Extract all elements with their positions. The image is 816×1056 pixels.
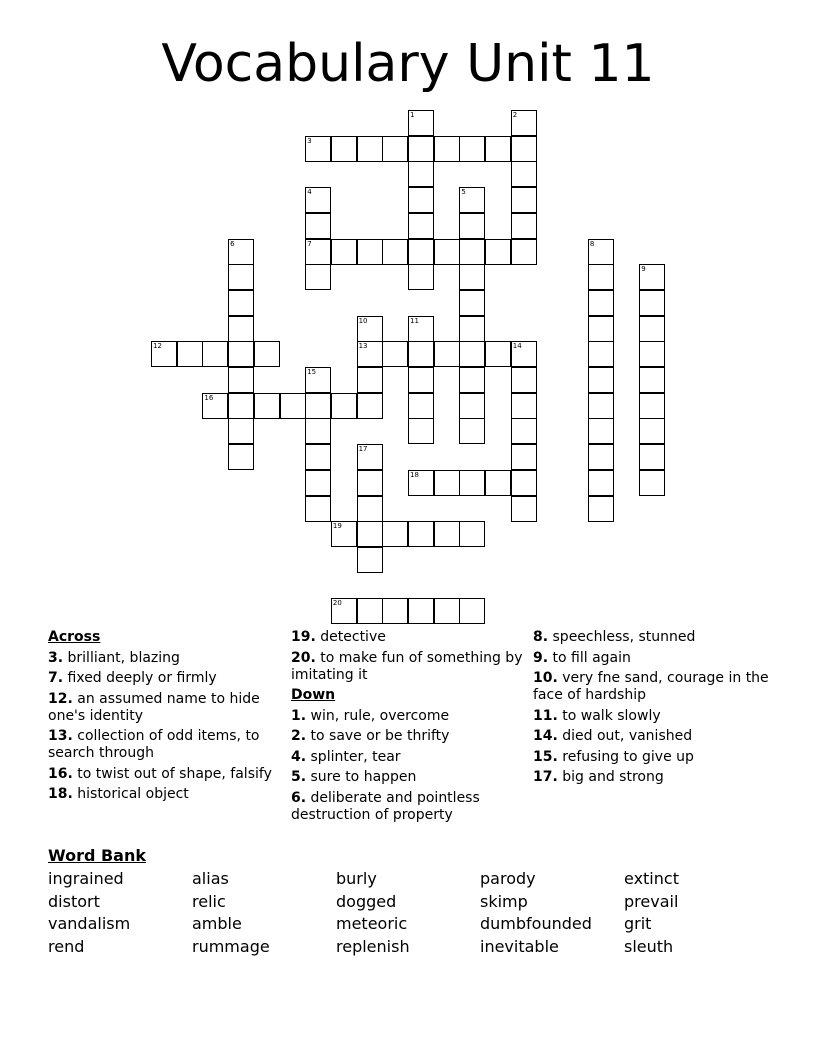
across-clue xyxy=(48,670,284,687)
across-clue xyxy=(48,786,284,803)
across-clue xyxy=(48,728,284,762)
word-bank-item: dogged xyxy=(336,891,397,911)
grid-cell[interactable] xyxy=(357,444,383,470)
grid-cell[interactable] xyxy=(459,598,485,624)
clue-number-label: 14. xyxy=(533,728,558,744)
grid-cell[interactable] xyxy=(459,418,485,444)
grid-cell[interactable] xyxy=(228,239,254,265)
grid-cell[interactable] xyxy=(459,264,485,290)
grid-cell[interactable] xyxy=(588,418,614,444)
grid-cell[interactable] xyxy=(228,393,254,419)
word-bank-item: alias xyxy=(192,869,229,888)
clue-number: 3 xyxy=(307,136,312,145)
grid-cell[interactable] xyxy=(357,496,383,522)
grid-cell[interactable] xyxy=(331,598,357,624)
clue-number: 7 xyxy=(307,239,312,248)
grid-cell[interactable] xyxy=(357,598,383,624)
clue-number-label: 11. xyxy=(533,707,558,724)
grid-cell[interactable] xyxy=(588,393,614,419)
grid-cell[interactable] xyxy=(459,290,485,316)
clue-number-label: 2. xyxy=(291,728,307,744)
word-bank-item: dumbfounded xyxy=(480,914,592,934)
across-heading: Across xyxy=(48,629,101,645)
word-bank-item: relic xyxy=(192,891,226,911)
clue-text: brilliant, blazing xyxy=(67,649,180,666)
word-bank-item: ingrained xyxy=(48,869,124,888)
grid-cell[interactable] xyxy=(228,341,254,367)
grid-cell[interactable] xyxy=(588,367,614,393)
clue-number: 18 xyxy=(410,470,419,479)
clue-number-label: 18. xyxy=(48,786,73,802)
grid-cell[interactable] xyxy=(485,239,511,265)
clues-column-2 xyxy=(291,629,527,827)
grid-cell[interactable] xyxy=(305,444,331,470)
grid-cell[interactable] xyxy=(588,239,614,265)
grid-cell[interactable] xyxy=(408,470,434,496)
down-clue xyxy=(291,769,527,786)
clue-number: 1 xyxy=(410,111,415,119)
grid-cell[interactable] xyxy=(588,444,614,470)
clues-column-3 xyxy=(533,629,769,790)
down-clue xyxy=(291,749,527,766)
clue-number: 11 xyxy=(410,316,419,325)
clue-text: refusing to give up xyxy=(562,748,694,765)
grid-cell[interactable] xyxy=(459,239,485,265)
grid-cell[interactable] xyxy=(408,136,434,162)
clue-number: 4 xyxy=(307,188,312,197)
grid-cell[interactable] xyxy=(408,598,434,624)
grid-cell[interactable] xyxy=(305,213,331,239)
grid-cell[interactable] xyxy=(434,341,460,367)
clue-number-label: 9. xyxy=(533,649,549,666)
grid-cell[interactable] xyxy=(485,136,511,162)
grid-cell[interactable] xyxy=(382,598,408,624)
grid-cell[interactable] xyxy=(459,187,485,213)
clue-number: 14 xyxy=(512,342,522,351)
grid-cell[interactable] xyxy=(382,239,408,265)
grid-cell[interactable] xyxy=(588,341,614,367)
down-clue xyxy=(291,708,527,725)
word-bank-item: rend xyxy=(48,936,85,956)
grid-cell[interactable] xyxy=(511,213,537,239)
grid-cell[interactable] xyxy=(408,316,434,342)
clue-number: 19 xyxy=(332,522,342,531)
clue-number: 8 xyxy=(589,239,595,248)
grid-cell[interactable] xyxy=(639,341,665,367)
clue-text: died out, vanished xyxy=(562,728,693,744)
down-clue xyxy=(291,728,527,745)
grid-cell[interactable] xyxy=(511,470,537,496)
grid-cell[interactable] xyxy=(408,239,434,265)
grid-cell[interactable] xyxy=(511,187,537,213)
grid-cell[interactable] xyxy=(485,470,511,496)
grid-cell[interactable] xyxy=(382,521,408,547)
clue-number-label: 7. xyxy=(48,670,64,686)
grid-cell[interactable] xyxy=(408,213,434,239)
grid-cell[interactable] xyxy=(639,290,665,316)
grid-cell[interactable] xyxy=(434,598,460,624)
grid-cell[interactable] xyxy=(511,110,537,136)
clue-text: speechless, stunned xyxy=(552,629,696,645)
grid-cell[interactable] xyxy=(639,367,665,393)
word-bank-item: parody xyxy=(480,869,536,888)
clue-number-label: 8. xyxy=(533,629,549,645)
grid-cell[interactable] xyxy=(459,393,485,419)
clue-text: to twist out of shape, falsify xyxy=(77,765,272,782)
clue-text: collection of odd items, to search through xyxy=(48,728,260,761)
word-bank-item: burly xyxy=(336,869,377,888)
grid-cell[interactable] xyxy=(305,187,331,213)
word-bank-item: skimp xyxy=(480,891,528,911)
grid-cell[interactable] xyxy=(408,341,434,367)
word-bank-item: extinct xyxy=(624,869,679,888)
grid-cell[interactable] xyxy=(254,341,280,367)
clue-number-label: 10. xyxy=(533,670,558,686)
grid-cell[interactable] xyxy=(228,264,254,290)
grid-cell[interactable] xyxy=(639,418,665,444)
grid-cell[interactable] xyxy=(485,341,511,367)
clue-text: splinter, tear xyxy=(310,748,401,765)
grid-cell[interactable] xyxy=(588,264,614,290)
clue-number: 16 xyxy=(204,393,214,402)
clue-number: 12 xyxy=(153,342,162,351)
clue-text: historical object xyxy=(77,786,189,802)
grid-cell[interactable] xyxy=(511,496,537,522)
clue-number: 17 xyxy=(358,445,368,454)
grid-cell[interactable] xyxy=(511,367,537,393)
down-clue xyxy=(533,629,769,646)
grid-cell[interactable] xyxy=(357,136,383,162)
down-clue xyxy=(533,670,769,704)
word-bank-item: distort xyxy=(48,891,100,911)
down-heading: Down xyxy=(291,687,336,703)
grid-cell[interactable] xyxy=(357,316,383,342)
clue-text: to make fun of something by imitating it xyxy=(291,649,523,683)
grid-cell[interactable] xyxy=(280,393,306,419)
grid-cell[interactable] xyxy=(511,239,537,265)
grid-cell[interactable] xyxy=(459,521,485,547)
across-clue xyxy=(291,629,527,646)
word-bank-item: rummage xyxy=(192,936,270,956)
grid-cell[interactable] xyxy=(459,136,485,162)
grid-cell[interactable] xyxy=(254,393,280,419)
grid-cell[interactable] xyxy=(408,418,434,444)
grid-cell[interactable] xyxy=(408,393,434,419)
grid-cell[interactable] xyxy=(459,367,485,393)
clue-number-label: 6. xyxy=(291,789,307,806)
grid-cell[interactable] xyxy=(228,418,254,444)
clue-text: to fill again xyxy=(552,649,631,666)
grid-cell[interactable] xyxy=(202,341,228,367)
clue-text: to walk slowly xyxy=(562,707,661,724)
word-bank-item: meteoric xyxy=(336,914,408,934)
down-clue xyxy=(533,769,769,786)
grid-cell[interactable] xyxy=(639,393,665,419)
clue-number-label: 20. xyxy=(291,649,316,666)
grid-cell[interactable] xyxy=(408,264,434,290)
grid-cell[interactable] xyxy=(588,316,614,342)
clue-number: 15 xyxy=(307,368,317,376)
grid-cell[interactable] xyxy=(459,341,485,367)
clue-number-label: 16. xyxy=(48,765,73,782)
grid-cell[interactable] xyxy=(408,367,434,393)
grid-cell[interactable] xyxy=(305,496,331,522)
clue-number-label: 17. xyxy=(533,769,558,785)
down-clue xyxy=(533,650,769,667)
grid-cell[interactable] xyxy=(382,136,408,162)
clue-number: 13 xyxy=(358,342,368,351)
grid-cell[interactable] xyxy=(305,239,331,265)
clue-number: 10 xyxy=(358,316,368,325)
grid-cell[interactable] xyxy=(511,341,537,367)
grid-cell[interactable] xyxy=(639,316,665,342)
across-clue xyxy=(48,766,284,783)
down-clue xyxy=(533,749,769,766)
clue-text: win, rule, overcome xyxy=(310,707,450,724)
clue-number-label: 15. xyxy=(533,748,558,765)
grid-cell[interactable] xyxy=(357,341,383,367)
clue-number-label: 13. xyxy=(48,728,73,744)
grid-cell[interactable] xyxy=(511,136,537,162)
clues-column-1 xyxy=(48,629,284,807)
grid-cell[interactable] xyxy=(305,367,331,393)
grid-cell[interactable] xyxy=(588,290,614,316)
grid-cell[interactable] xyxy=(434,470,460,496)
grid-cell[interactable] xyxy=(459,213,485,239)
clue-number-label: 19. xyxy=(291,629,316,645)
clue-text: fixed deeply or firmly xyxy=(67,670,217,686)
grid-cell[interactable] xyxy=(228,444,254,470)
word-bank-item: replenish xyxy=(336,936,410,956)
word-bank-item: amble xyxy=(192,914,242,934)
clue-number: 6 xyxy=(230,239,235,248)
grid-cell[interactable] xyxy=(588,470,614,496)
clue-number: 9 xyxy=(641,265,646,274)
grid-cell[interactable] xyxy=(305,136,331,162)
grid-cell[interactable] xyxy=(228,290,254,316)
grid-cell[interactable] xyxy=(151,341,177,367)
grid-cell[interactable] xyxy=(331,521,357,547)
clue-text: deliberate and pointless destruction of property xyxy=(291,789,480,823)
grid-cell[interactable] xyxy=(511,161,537,187)
grid-cell[interactable] xyxy=(382,341,408,367)
grid-cell[interactable] xyxy=(228,367,254,393)
grid-cell[interactable] xyxy=(511,418,537,444)
clue-number-label: 3. xyxy=(48,649,64,666)
clue-number: 20 xyxy=(332,599,342,608)
grid-cell[interactable] xyxy=(434,521,460,547)
grid-cell[interactable] xyxy=(511,393,537,419)
grid-cell[interactable] xyxy=(408,110,434,136)
clue-number-label: 12. xyxy=(48,690,73,707)
grid-cell[interactable] xyxy=(305,470,331,496)
grid-cell[interactable] xyxy=(357,521,383,547)
clue-number: 2 xyxy=(512,111,518,119)
clue-text: very fne sand, courage in the face of hardship xyxy=(533,670,769,703)
grid-cell[interactable] xyxy=(357,393,383,419)
across-clue xyxy=(291,650,527,684)
grid-cell[interactable] xyxy=(305,393,331,419)
clue-text: to save or be thrifty xyxy=(310,728,450,744)
grid-cell[interactable] xyxy=(459,470,485,496)
clue-number-label: 5. xyxy=(291,769,307,785)
grid-cell[interactable] xyxy=(331,393,357,419)
grid-cell[interactable] xyxy=(305,418,331,444)
word-bank-item: grit xyxy=(624,914,652,934)
grid-cell[interactable] xyxy=(331,136,357,162)
across-clue xyxy=(48,650,284,667)
word-bank-heading: Word Bank xyxy=(48,846,147,865)
grid-cell[interactable] xyxy=(331,239,357,265)
grid-cell[interactable] xyxy=(357,470,383,496)
grid-cell[interactable] xyxy=(639,264,665,290)
clue-text: big and strong xyxy=(562,769,664,785)
grid-cell[interactable] xyxy=(459,316,485,342)
grid-cell[interactable] xyxy=(639,470,665,496)
grid-cell[interactable] xyxy=(228,316,254,342)
grid-cell[interactable] xyxy=(434,136,460,162)
down-clue xyxy=(291,790,527,824)
down-clue xyxy=(533,708,769,725)
clue-text: an assumed name to hide one's identity xyxy=(48,690,260,724)
grid-cell[interactable] xyxy=(408,521,434,547)
word-bank xyxy=(48,868,788,958)
grid-cell[interactable] xyxy=(357,239,383,265)
word-bank-item: sleuth xyxy=(624,936,674,956)
clue-number-label: 4. xyxy=(291,748,307,765)
grid-cell[interactable] xyxy=(511,444,537,470)
across-clue xyxy=(48,691,284,725)
grid-cell[interactable] xyxy=(177,341,203,367)
grid-cell[interactable] xyxy=(408,161,434,187)
grid-cell[interactable] xyxy=(357,547,383,573)
grid-cell[interactable] xyxy=(408,187,434,213)
grid-cell[interactable] xyxy=(305,264,331,290)
page-title: Vocabulary Unit 11 xyxy=(161,34,655,94)
grid-cell[interactable] xyxy=(202,393,228,419)
clue-text: sure to happen xyxy=(310,769,417,785)
clue-number: 5 xyxy=(461,188,466,197)
grid-cell[interactable] xyxy=(639,444,665,470)
word-bank-item: inevitable xyxy=(480,936,559,956)
grid-cell[interactable] xyxy=(357,367,383,393)
clue-text: detective xyxy=(320,629,386,645)
grid-cell[interactable] xyxy=(588,496,614,522)
word-bank-item: prevail xyxy=(624,891,679,911)
clue-number-label: 1. xyxy=(291,707,307,724)
down-clue xyxy=(533,728,769,745)
word-bank-item: vandalism xyxy=(48,914,131,934)
grid-cell[interactable] xyxy=(434,239,460,265)
